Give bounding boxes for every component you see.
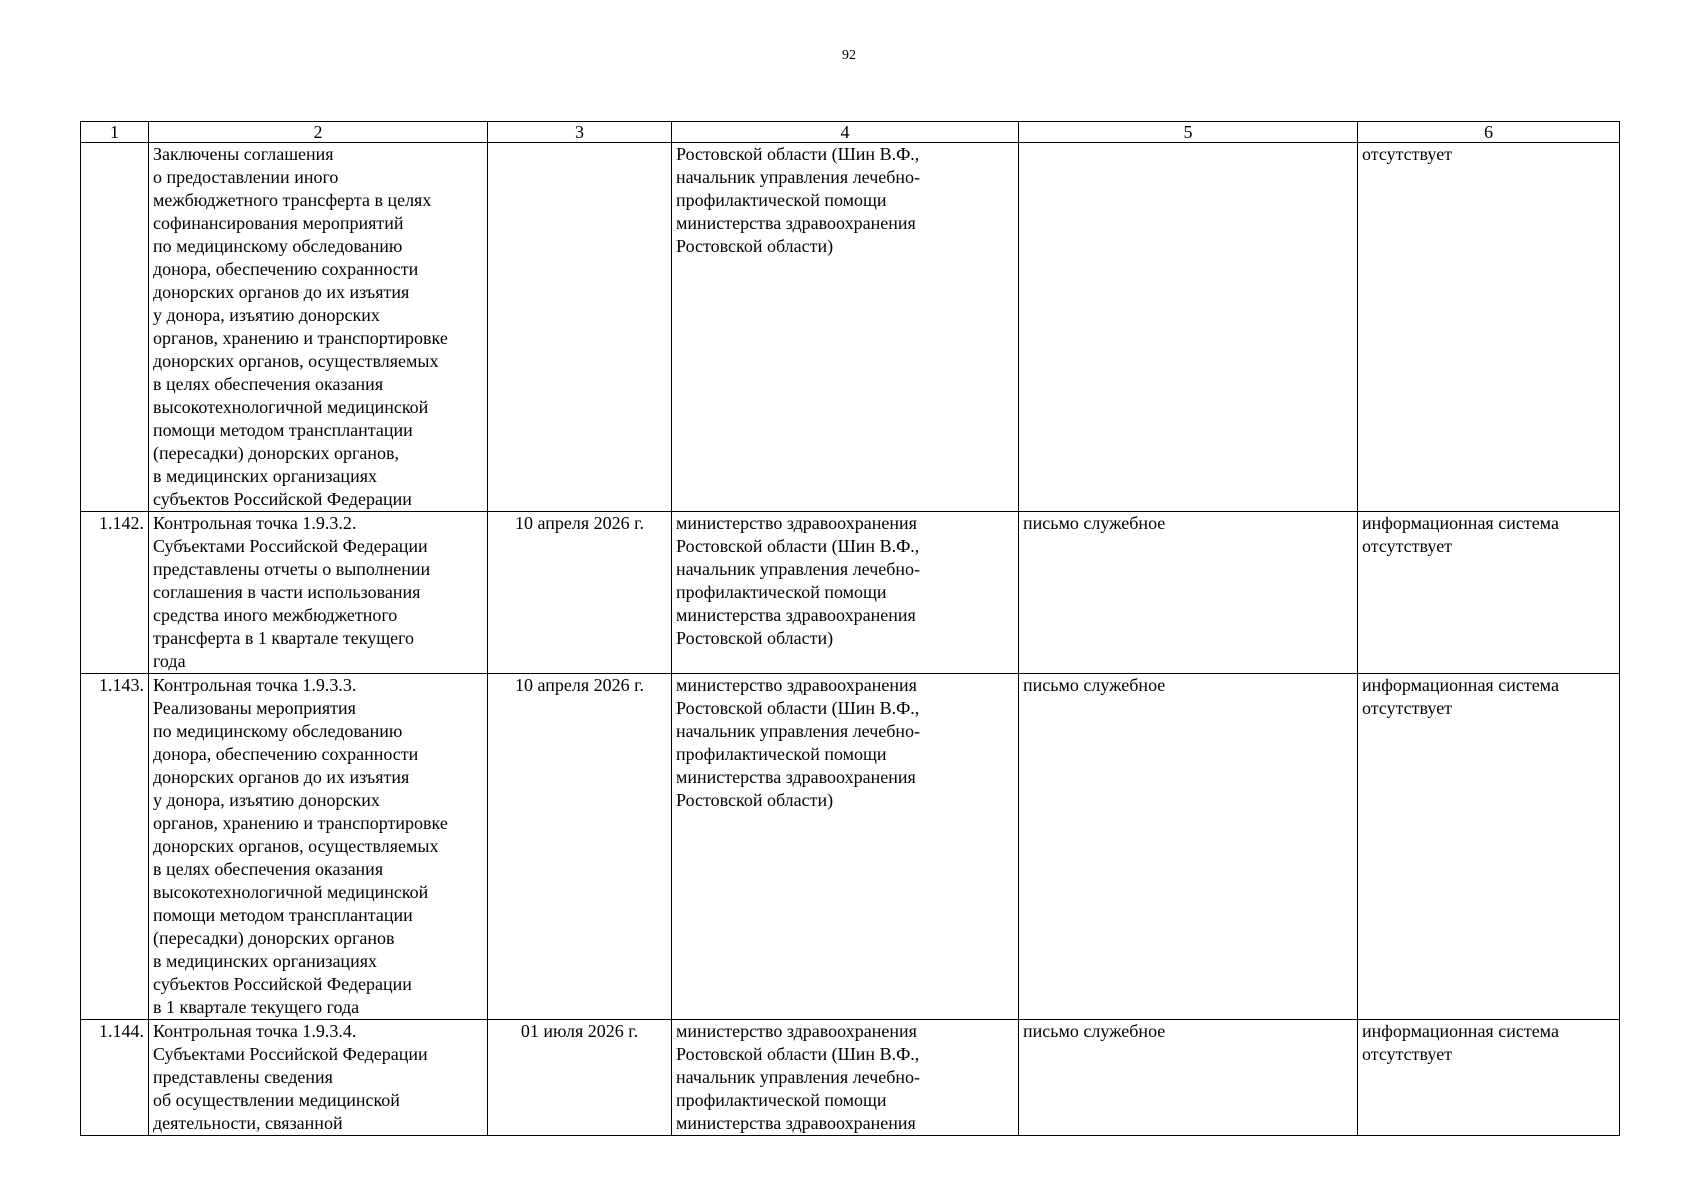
cell-line: Контрольная точка 1.9.3.2.	[153, 513, 357, 533]
cell-line: Субъектами Российской Федерации	[153, 536, 428, 556]
document-type-cell	[1019, 1020, 1358, 1136]
cell-line: информационная система	[1362, 675, 1559, 695]
header-cell: 6	[1358, 122, 1620, 143]
cell-line: донора, обеспечению сохранности	[153, 744, 419, 764]
cell-line: Ростовской области (Шин В.Ф.,	[676, 1044, 920, 1064]
cell-line: в целях обеспечения оказания	[153, 859, 384, 879]
cell-line: Заключены соглашения	[153, 144, 334, 164]
cell-line: в медицинских организациях	[153, 466, 377, 486]
table-row	[81, 143, 1620, 512]
table-row	[81, 674, 1620, 1020]
header-cell: 2	[149, 122, 488, 143]
cell-line: министерства здравоохранения	[676, 767, 916, 787]
cell-line: министерство здравоохранения	[676, 675, 917, 695]
cell-line: Ростовской области (Шин В.Ф.,	[676, 536, 920, 556]
responsible-cell	[672, 1020, 1019, 1136]
deadline-cell	[488, 143, 672, 512]
cell-line: профилактической помощи	[676, 190, 887, 210]
cell-line: письмо служебное	[1023, 513, 1166, 533]
header-cell: 3	[488, 122, 672, 143]
cell-line: средства иного межбюджетного	[153, 605, 398, 625]
cell-line: софинансирования мероприятий	[153, 213, 404, 233]
responsible-cell	[672, 512, 1019, 674]
cell-line: отсутствует	[1362, 144, 1453, 164]
row-number-cell	[81, 143, 149, 512]
cell-line: отсутствует	[1362, 1044, 1453, 1064]
cell-line: Ростовской области)	[676, 628, 834, 648]
cell-line: (пересадки) донорских органов,	[153, 443, 399, 463]
table-row	[81, 512, 1620, 674]
info-system-cell	[1358, 143, 1620, 512]
document-type-cell	[1019, 512, 1358, 674]
cell-line: профилактической помощи	[676, 744, 887, 764]
deadline-cell: 01 июля 2026 г.	[488, 1020, 672, 1136]
table-row	[81, 1020, 1620, 1136]
document-type-cell	[1019, 674, 1358, 1020]
cell-line: письмо служебное	[1023, 1021, 1166, 1041]
cell-line: начальник управления лечебно-	[676, 167, 921, 187]
cell-line: о предоставлении иного	[153, 167, 339, 187]
cell-line: министерства здравоохранения	[676, 1113, 916, 1133]
cell-line: письмо служебное	[1023, 675, 1166, 695]
row-number-cell: 1.144.	[81, 1020, 149, 1136]
cell-line: трансферта в 1 квартале текущего	[153, 628, 414, 648]
event-cell	[149, 512, 488, 674]
cell-line: деятельности, связанной	[153, 1113, 343, 1133]
cell-line: Ростовской области)	[676, 236, 834, 256]
cell-line: Ростовской области (Шин В.Ф.,	[676, 144, 920, 164]
cell-line: помощи методом трансплантации	[153, 905, 413, 925]
cell-line: отсутствует	[1362, 536, 1453, 556]
cell-line: по медицинскому обследованию	[153, 236, 403, 256]
control-points-table	[80, 121, 1620, 1136]
cell-line: межбюджетного трансферта в целях	[153, 190, 432, 210]
cell-line: министерство здравоохранения	[676, 513, 917, 533]
cell-line: в целях обеспечения оказания	[153, 374, 384, 394]
table-header-row	[81, 122, 1620, 143]
cell-line: Ростовской области (Шин В.Ф.,	[676, 698, 920, 718]
cell-line: у донора, изъятию донорских	[153, 790, 380, 810]
cell-line: начальник управления лечебно-	[676, 559, 921, 579]
cell-line: по медицинскому обследованию	[153, 721, 403, 741]
document-type-cell	[1019, 143, 1358, 512]
cell-line: информационная система	[1362, 513, 1559, 533]
page-number: 92	[842, 48, 856, 63]
cell-line: начальник управления лечебно-	[676, 1067, 921, 1087]
cell-line: профилактической помощи	[676, 1090, 887, 1110]
cell-line: отсутствует	[1362, 698, 1453, 718]
cell-line: донорских органов, осуществляемых	[153, 836, 439, 856]
event-cell	[149, 1020, 488, 1136]
cell-line: в медицинских организациях	[153, 951, 377, 971]
cell-line: высокотехнологичной медицинской	[153, 397, 429, 417]
info-system-cell	[1358, 674, 1620, 1020]
deadline-cell: 10 апреля 2026 г.	[488, 512, 672, 674]
deadline-cell: 10 апреля 2026 г.	[488, 674, 672, 1020]
cell-line: в 1 квартале текущего года	[153, 997, 360, 1017]
cell-line: министерства здравоохранения	[676, 213, 916, 233]
cell-line: донорских органов до их изъятия	[153, 767, 410, 787]
cell-line: года	[153, 651, 186, 671]
cell-line: представлены отчеты о выполнении	[153, 559, 431, 579]
cell-line: донорских органов до их изъятия	[153, 282, 410, 302]
responsible-cell	[672, 143, 1019, 512]
cell-line: Контрольная точка 1.9.3.4.	[153, 1021, 357, 1041]
cell-line: высокотехнологичной медицинской	[153, 882, 429, 902]
row-number-cell: 1.143.	[81, 674, 149, 1020]
cell-line: донора, обеспечению сохранности	[153, 259, 419, 279]
cell-line: Реализованы мероприятия	[153, 698, 356, 718]
cell-line: донорских органов, осуществляемых	[153, 351, 439, 371]
cell-line: соглашения в части использования	[153, 582, 421, 602]
cell-line: субъектов Российской Федерации	[153, 489, 412, 509]
cell-line: у донора, изъятию донорских	[153, 305, 380, 325]
header-cell: 4	[672, 122, 1019, 143]
cell-line: представлены сведения	[153, 1067, 333, 1087]
header-cell: 5	[1019, 122, 1358, 143]
cell-line: Субъектами Российской Федерации	[153, 1044, 428, 1064]
cell-line: об осуществлении медицинской	[153, 1090, 400, 1110]
responsible-cell	[672, 674, 1019, 1020]
cell-line: помощи методом трансплантации	[153, 420, 413, 440]
row-number-cell: 1.142.	[81, 512, 149, 674]
cell-line: министерство здравоохранения	[676, 1021, 917, 1041]
cell-line: (пересадки) донорских органов	[153, 928, 395, 948]
cell-line: органов, хранению и транспортировке	[153, 328, 448, 348]
info-system-cell	[1358, 1020, 1620, 1136]
cell-line: субъектов Российской Федерации	[153, 974, 412, 994]
event-cell	[149, 143, 488, 512]
cell-line: Ростовской области)	[676, 790, 834, 810]
event-cell	[149, 674, 488, 1020]
info-system-cell	[1358, 512, 1620, 674]
header-cell: 1	[81, 122, 149, 143]
cell-line: Контрольная точка 1.9.3.3.	[153, 675, 357, 695]
cell-line: органов, хранению и транспортировке	[153, 813, 448, 833]
cell-line: информационная система	[1362, 1021, 1559, 1041]
cell-line: начальник управления лечебно-	[676, 721, 921, 741]
cell-line: министерства здравоохранения	[676, 605, 916, 625]
cell-line: профилактической помощи	[676, 582, 887, 602]
